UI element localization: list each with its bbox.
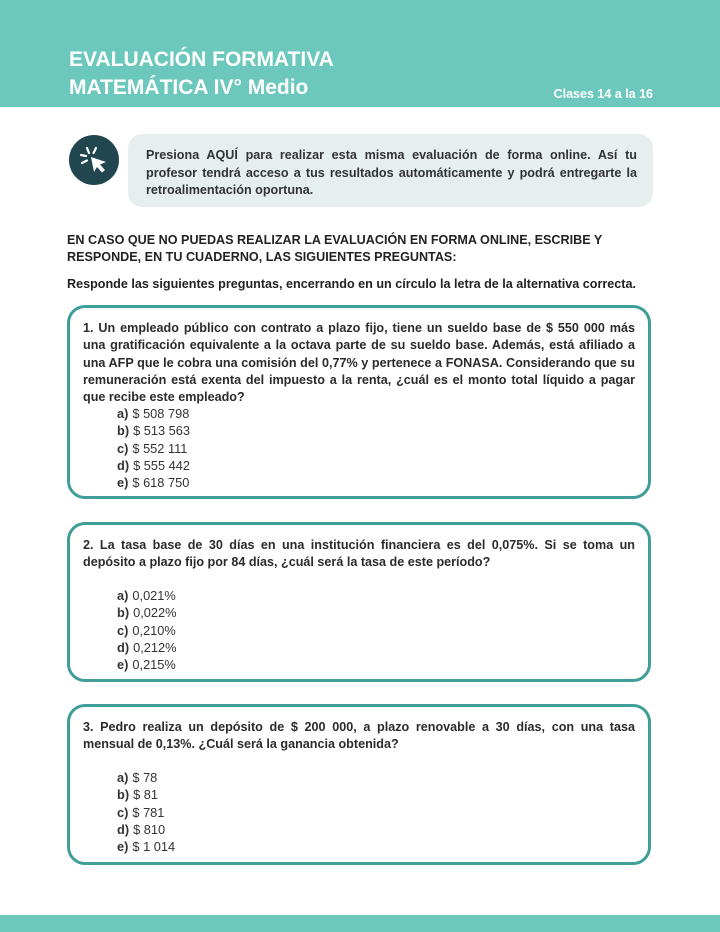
classes-label: Clases 14 a la 16 bbox=[553, 87, 653, 101]
option[interactable]: d) 0,212% bbox=[117, 639, 177, 655]
page-header bbox=[0, 0, 720, 107]
question-1-box bbox=[67, 305, 651, 499]
question-3-box bbox=[67, 704, 651, 865]
question-3-text: 3. Pedro realiza un depósito de $ 200 000, a plazo renovable a 30 días, con una tasa mensual de 0,13%. ¿Cuál será la ganancia obtenida? bbox=[83, 720, 635, 752]
option[interactable]: d) $ 810 bbox=[117, 821, 166, 837]
question-1-options bbox=[117, 405, 190, 491]
online-evaluation-link[interactable] bbox=[128, 134, 653, 207]
option[interactable]: b) $ 81 bbox=[117, 787, 159, 803]
option[interactable]: e) 0,215% bbox=[117, 657, 176, 673]
option[interactable]: a) 0,021% bbox=[117, 588, 176, 603]
online-notice-text: Presiona AQUÍ para realizar esta misma evaluación de forma online. Así tu profesor tendrá acceso a tus resultados automáticamente y podrá entregarte la retroalimentación oportuna. bbox=[146, 148, 637, 197]
title-line-1: EVALUACIÓN FORMATIVA bbox=[69, 48, 334, 71]
option[interactable]: d) $ 555 442 bbox=[117, 457, 191, 473]
question-2-box bbox=[67, 522, 651, 682]
option[interactable]: b) 0,022% bbox=[117, 605, 177, 621]
cursor-click-icon[interactable] bbox=[69, 135, 119, 185]
option[interactable]: b) $ 513 563 bbox=[117, 423, 191, 439]
offline-instructions: EN CASO QUE NO PUEDAS REALIZAR LA EVALUACIÓN EN FORMA ONLINE, ESCRIBE Y RESPONDE, EN TU CUADERNO, LAS SIGUIENTES PREGUNTAS: bbox=[67, 233, 603, 264]
question-2-options bbox=[117, 587, 177, 673]
title-line-2: MATEMÁTICA IV° Medio bbox=[69, 76, 309, 99]
option[interactable]: c) $ 781 bbox=[117, 804, 165, 820]
page-title bbox=[69, 46, 334, 102]
question-3-options bbox=[117, 769, 175, 855]
question-1-text: 1. Un empleado público con contrato a plazo fijo, tiene un sueldo base de $ 550 000 más una gratificación equivalente a la octava parte de su sueldo base. Además, está afiliado a una AFP que le cobra una comisión del 0,77% y pertenece a FONASA. Considerando que su remuneración está exenta del impuesto a la renta, ¿cuál es el monto total líquido a pagar que recibe este empleado? bbox=[83, 321, 635, 405]
answer-instructions: Responde las siguientes preguntas, encerrando en un círculo la letra de la alternativa correcta. bbox=[67, 277, 637, 291]
option[interactable]: c) 0,210% bbox=[117, 622, 176, 638]
option[interactable]: c) $ 552 111 bbox=[117, 440, 188, 456]
option[interactable]: e) $ 1 014 bbox=[117, 839, 176, 855]
option[interactable]: e) $ 618 750 bbox=[117, 475, 190, 491]
page-footer bbox=[0, 915, 720, 932]
option[interactable]: a) $ 508 798 bbox=[117, 406, 190, 421]
question-2-text: 2. La tasa base de 30 días en una institución financiera es del 0,075%. Si se toma un depósito a plazo fijo por 84 días, ¿cuál será la tasa de este período? bbox=[83, 538, 635, 570]
option[interactable]: a) $ 78 bbox=[117, 770, 158, 785]
